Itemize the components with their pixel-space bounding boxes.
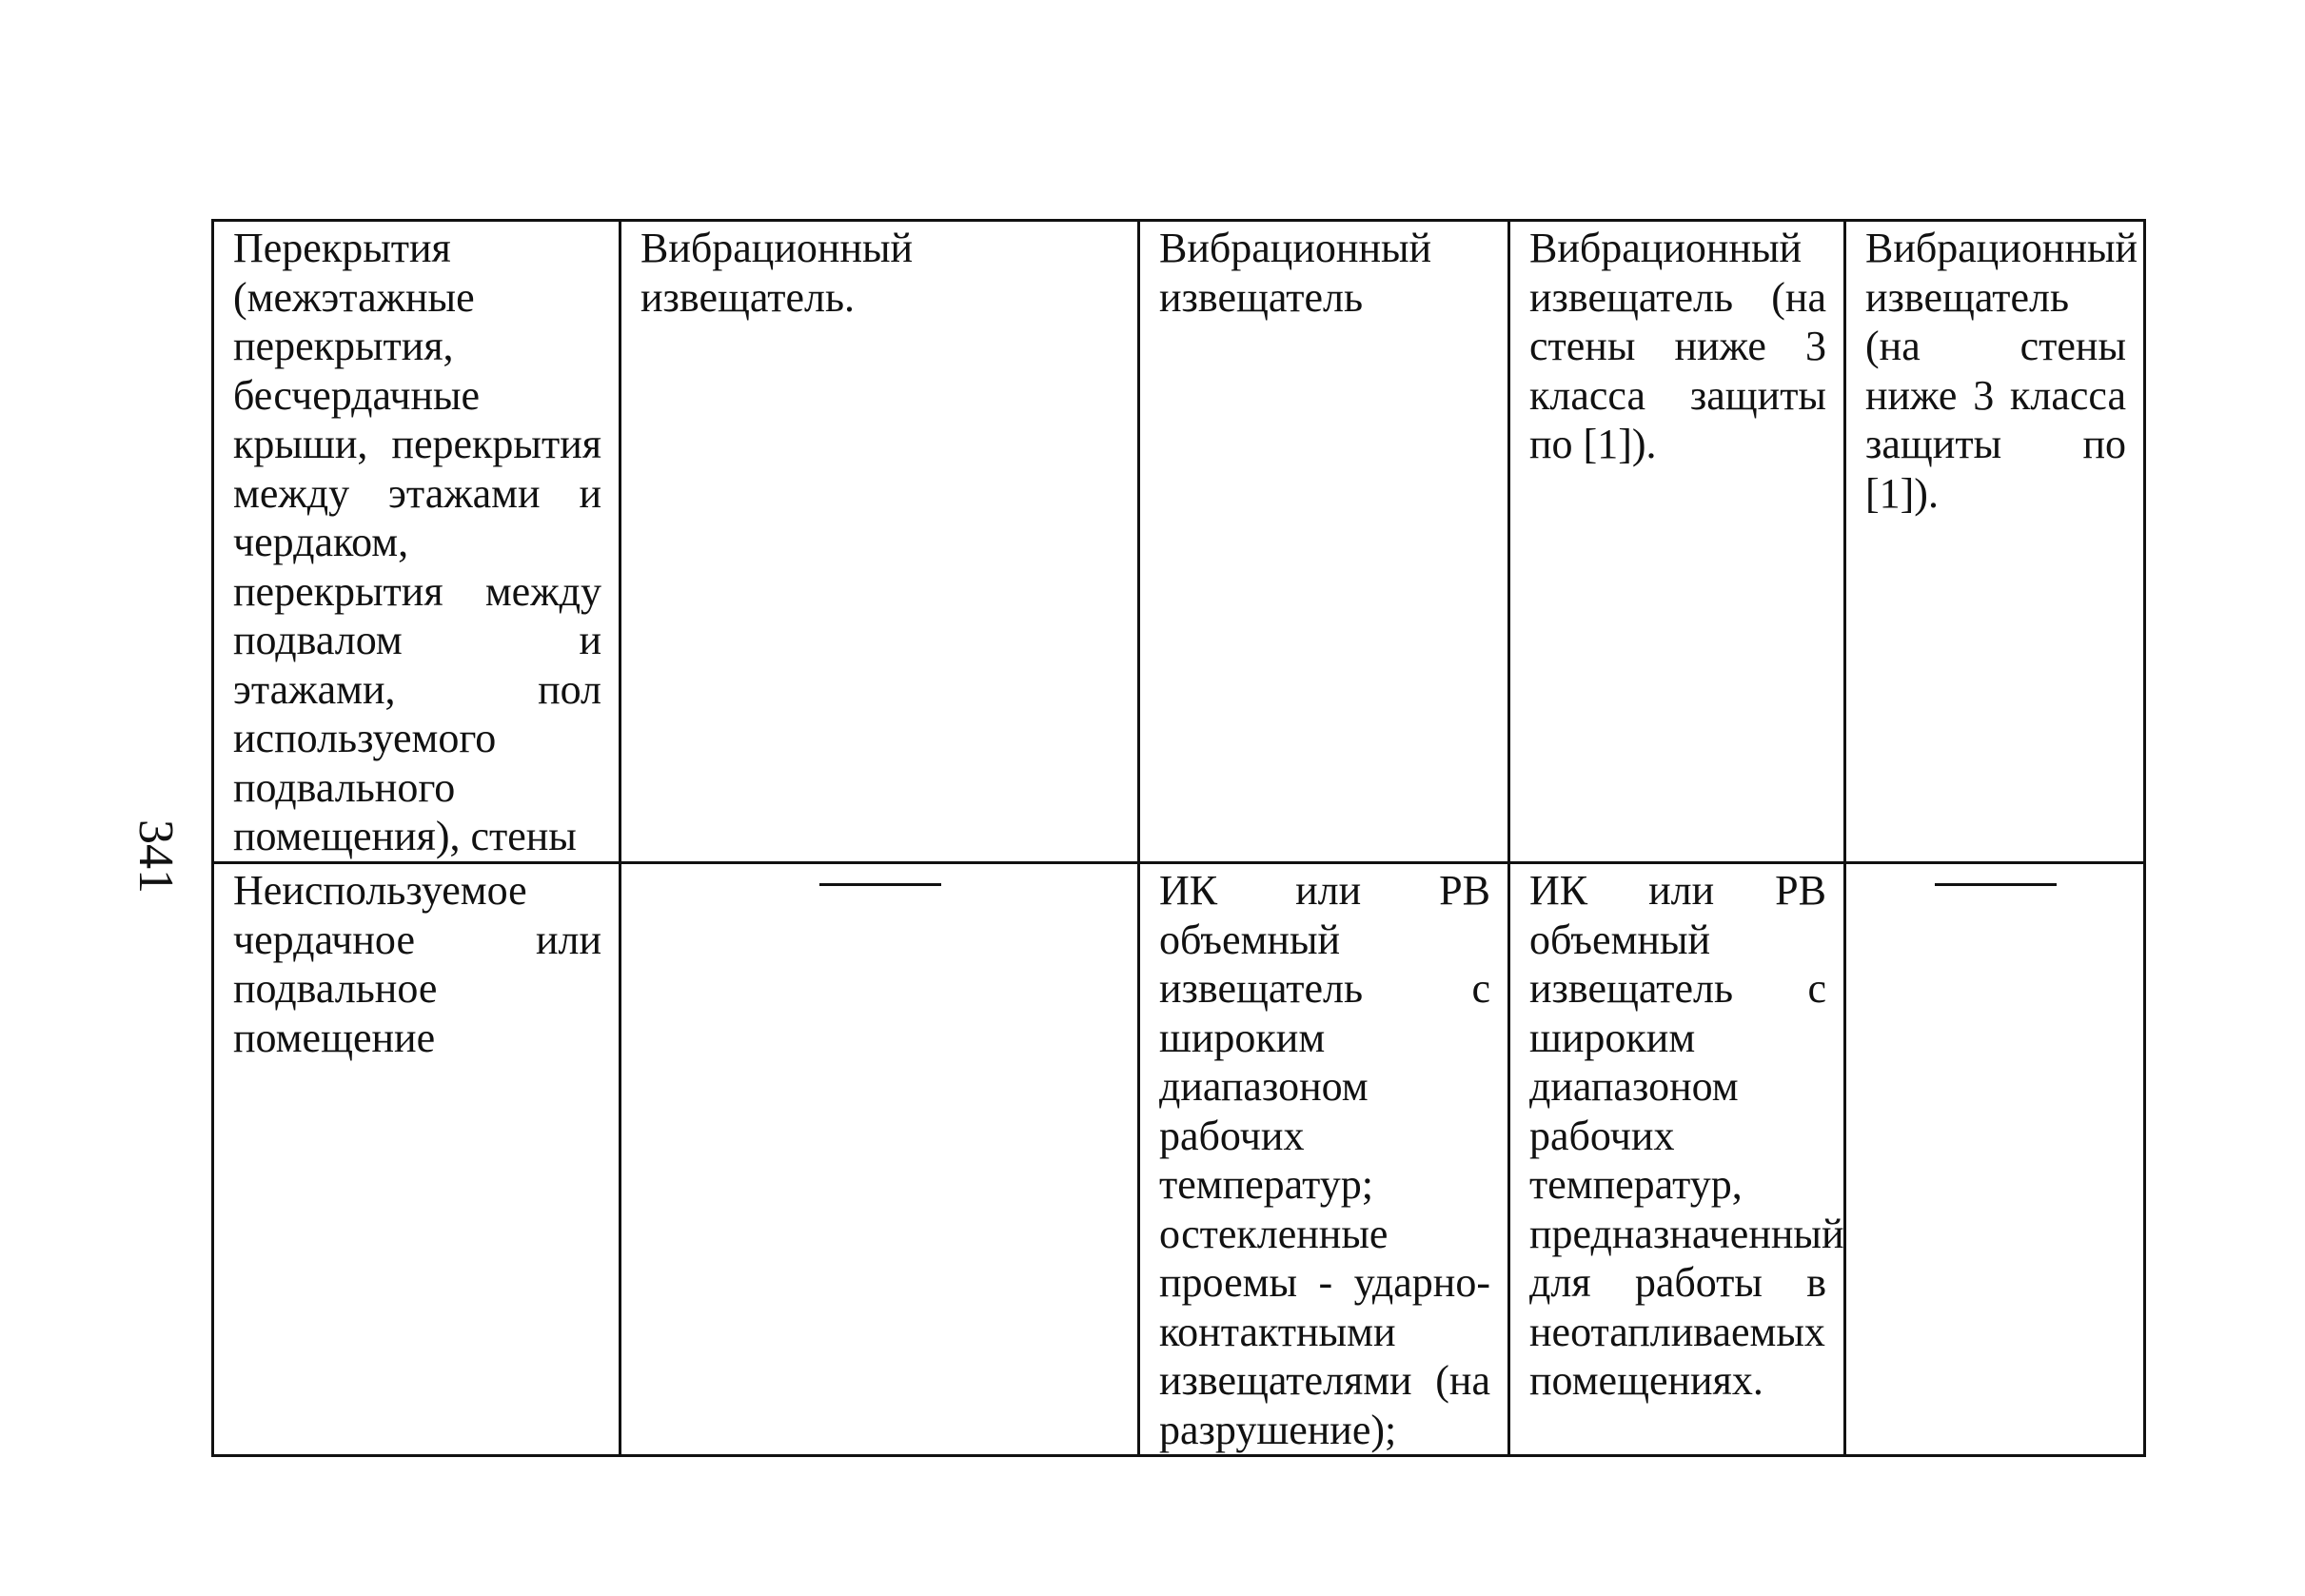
table-cell bbox=[1139, 221, 1509, 863]
object-label: Перекрытия (межэтажные перекрытия, бесчердачные крыши, перекрытия между этажами и чердаком, перекрытия между подвалом и этажами, пол используемого подвального помещения), стены bbox=[233, 225, 601, 859]
table-cell bbox=[1845, 863, 2145, 1456]
object-label: Неиспользуемое чердачное или подвальное помещение bbox=[233, 867, 601, 1061]
table-cell bbox=[1139, 863, 1509, 1456]
cell-text: Вибрационный извещатель. bbox=[640, 225, 914, 321]
protection-measures-table bbox=[211, 219, 2146, 1457]
table-row bbox=[213, 221, 2145, 863]
cell-text: ИК или РВ объемный извещатель с широким диапазоном рабочих температур, предназначенный для работы в неотапливаемых помещениях. bbox=[1529, 867, 1844, 1404]
table-cell bbox=[213, 863, 621, 1456]
table-cell bbox=[213, 221, 621, 863]
table-row bbox=[213, 863, 2145, 1456]
cell-text: Вибрационный извещатель (на стены ниже 3 класса защиты по [1]). bbox=[1529, 225, 1826, 467]
empty-dash bbox=[819, 883, 941, 886]
table-cell bbox=[1845, 221, 2145, 863]
empty-dash bbox=[1935, 883, 2057, 886]
cell-text: ИК или РВ объемный извещатель с широким диапазоном рабочих температур; остекленные проемы - ударно-контактными извещателями (на разрушение); bbox=[1159, 867, 1490, 1453]
table-cell bbox=[1509, 221, 1845, 863]
page-number: 341 bbox=[128, 819, 183, 894]
table-cell bbox=[1509, 863, 1845, 1456]
table-cell bbox=[621, 863, 1139, 1456]
cell-text: Вибрационный извещатель bbox=[1159, 225, 1432, 321]
cell-text: Вибрационный извещатель (на стены ниже 3 класса защиты по [1]). bbox=[1865, 225, 2138, 517]
table-cell bbox=[621, 221, 1139, 863]
